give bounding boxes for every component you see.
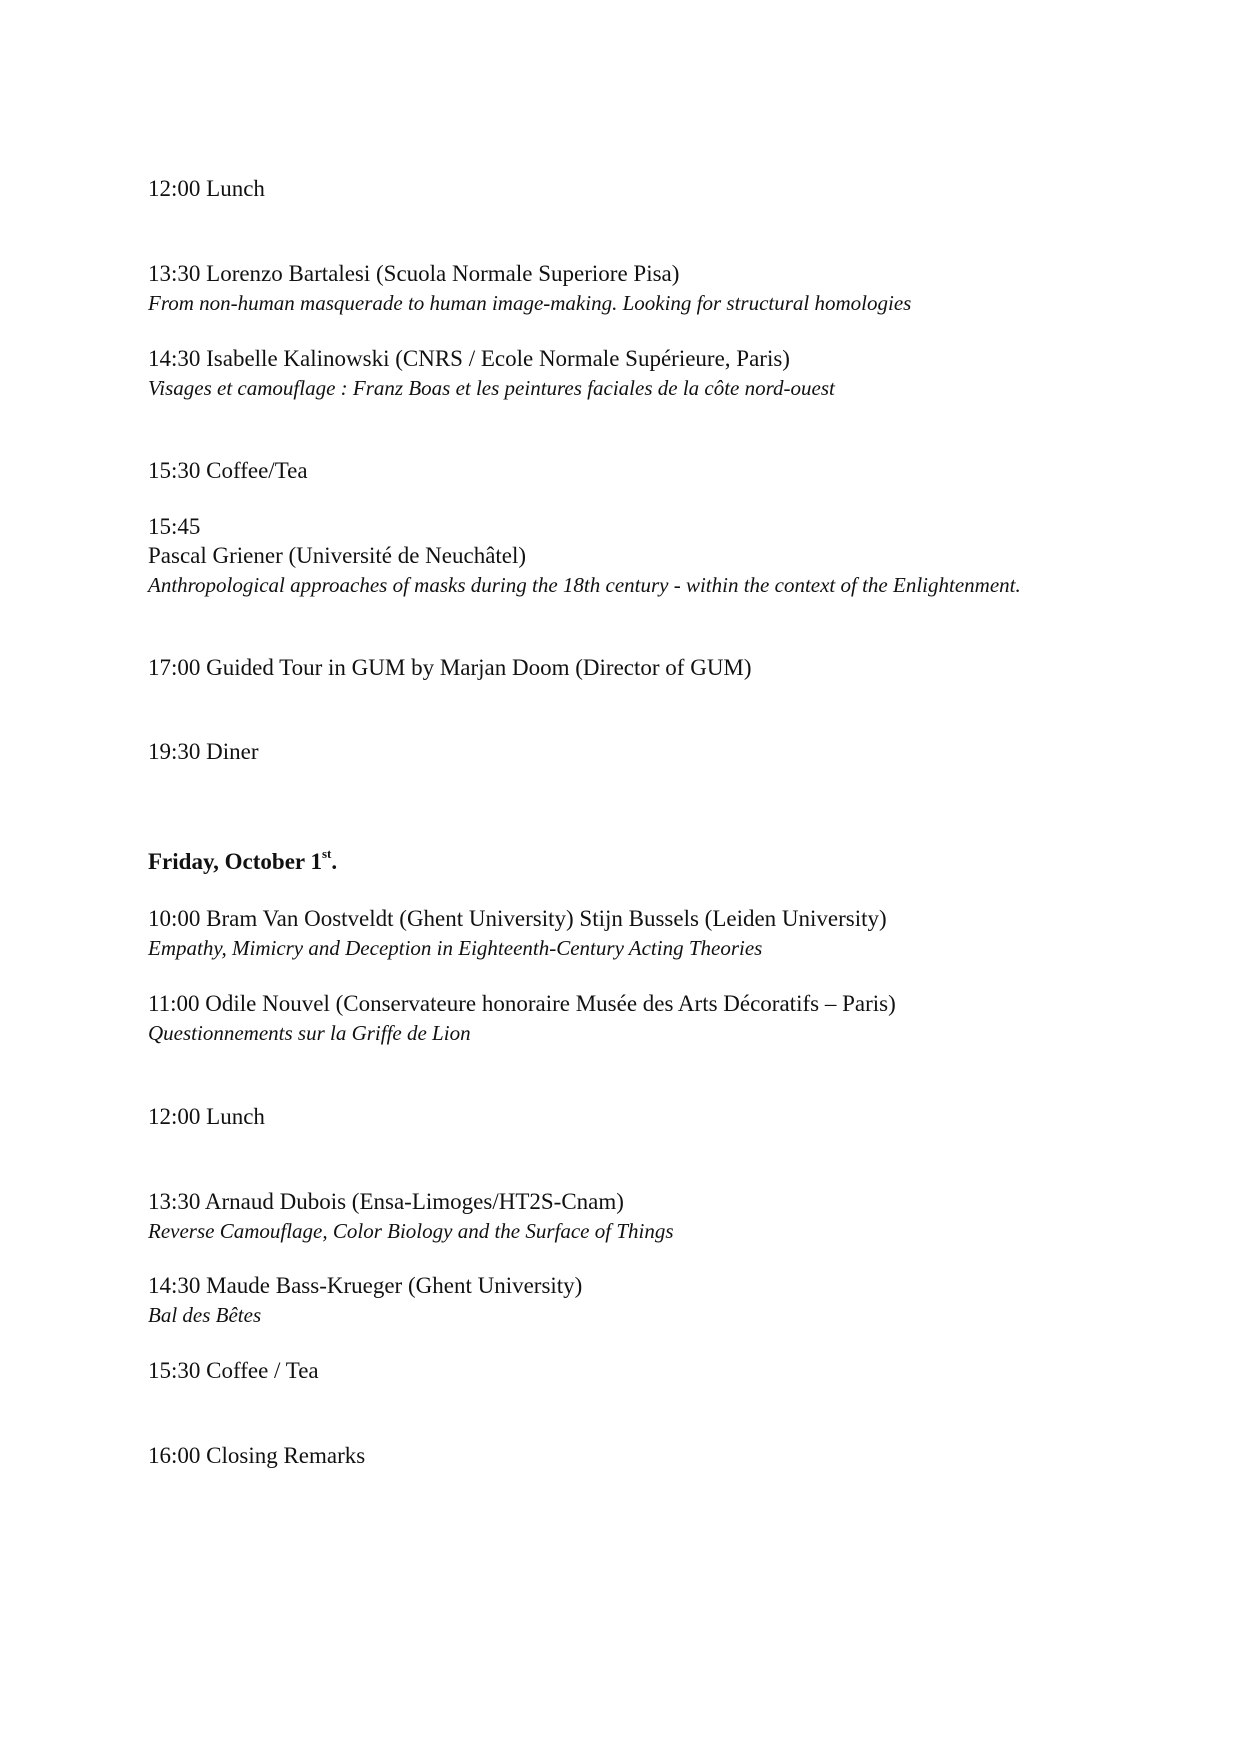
talk-bartalesi-header: 13:30 Lorenzo Bartalesi (Scuola Normale Superiore Pisa) [148,261,680,286]
diner: 19:30 Diner [148,739,259,764]
talk-bartalesi-title: From non-human masquerade to human image-making. Looking for structural homologies [148,291,912,315]
talk-nouvel-title: Questionnements sur la Griffe de Lion [148,1021,471,1045]
talk-nouvel-header: 11:00 Odile Nouvel (Conservateure honoraire Musée des Arts Décoratifs – Paris) [148,991,896,1016]
talk-basskrueger-title: Bal des Bêtes [148,1303,262,1327]
talk-kalinowski-title: Visages et camouflage : Franz Boas et les peintures faciales de la côte nord-ouest [148,376,835,400]
talk-griener-speaker: Pascal Griener (Université de Neuchâtel) [148,543,527,568]
talk-griener-time: 15:45 [148,514,201,539]
talk-basskrueger-header: 14:30 Maude Bass-Krueger (Ghent University) [148,1273,583,1298]
guided-tour: 17:00 Guided Tour in GUM by Marjan Doom (Director of GUM) [148,655,752,680]
day-heading-suffix: . [331,849,338,874]
talk-vanoostveldt-header: 10:00 Bram Van Oostveldt (Ghent University) Stijn Bussels (Leiden University) [148,906,887,931]
talk-dubois-header: 13:30 Arnaud Dubois (Ensa-Limoges/HT2S-Cnam) [148,1189,624,1214]
day-heading-text: Friday, October 1 [148,849,322,874]
lunch-day2: 12:00 Lunch [148,1104,265,1129]
talk-dubois-title: Reverse Camouflage, Color Biology and the Surface of Things [148,1219,674,1243]
coffee-day2: 15:30 Coffee / Tea [148,1358,319,1383]
day-heading-friday [148,848,337,876]
talk-griener-title: Anthropological approaches of masks during the 18th century - within the context of the Enlightenment. [148,573,1021,597]
talk-kalinowski-header: 14:30 Isabelle Kalinowski (CNRS / Ecole Normale Supérieure, Paris) [148,346,790,371]
lunch-day1: 12:00 Lunch [148,176,265,201]
day-heading-sup: st [321,846,332,862]
coffee-day1: 15:30 Coffee/Tea [148,458,308,483]
closing-remarks: 16:00 Closing Remarks [148,1443,366,1468]
talk-vanoostveldt-title: Empathy, Mimicry and Deception in Eighteenth-Century Acting Theories [148,936,763,960]
